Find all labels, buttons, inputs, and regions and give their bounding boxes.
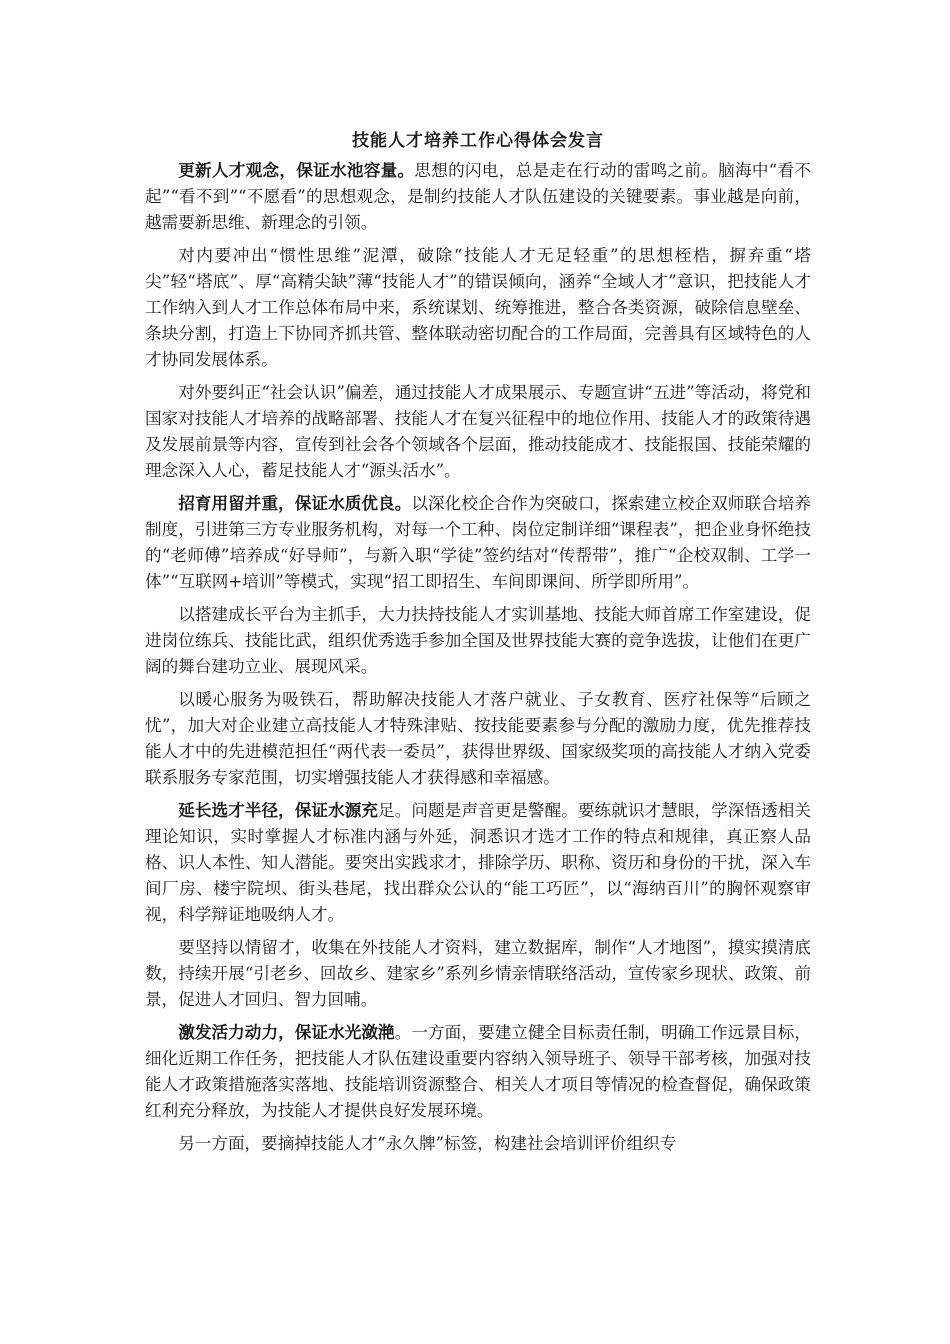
- paragraph-7-body: 足。问题是声音更是警醒。要练就识才慧眼，学深悟透相关理论知识，实时掌握人才标准内涵与外延，洞悉识才选才工作的特点和规律，真正察人品格、识人本性、知人潜能。要突出实践求才，排除学历、职称、资历和身份的干扰，深入车间厂房、楼宇院坝、街头巷尾，找出群众公认的“能工巧匠”，以“海纳百川”的胸怀观察审视，科学辩证地吸纳人才。: [145, 801, 812, 924]
- document-title: 技能人才培养工作心得体会发言: [352, 131, 604, 151]
- paragraph-2-body: 对内要冲出“惯性思维”泥潭，破除“技能人才无足轻重”的思想桎梏，摒弃重“塔尖”轻“塔底”、厚“高精尖缺”薄“技能人才”的错误倾向，涵养“全域人才”意识，把技能人才工作纳入到人才工作总体布局中来，系统谋划、统筹推进，整合各类资源，破除信息壁垒、条块分割，打造上下协同齐抓共管、整体联动密切配合的工作局面，完善具有区域特色的人才协同发展体系。: [145, 246, 811, 369]
- paragraph-6-body: 以暖心服务为吸铁石，帮助解决技能人才落户就业、子女教育、医疗社保等“后顾之忧”，加大对企业建立高技能人才特殊津贴、按技能要素参与分配的激励力度，优先推荐技能人才中的先进模范担任“两代表一委员”，获得世界级、国家级奖项的高技能人才纳入党委联系服务专家范围，切实增强技能人才获得感和幸福感。: [145, 690, 811, 787]
- paragraph-3: [145, 380, 811, 484]
- paragraph-3-body: 对外要纠正“社会认识”偏差，通过技能人才成果展示、专题宣讲“五进”等活动，将党和国家对技能人才培养的战略部署、技能人才在复兴征程中的地位作用、技能人才的政策待遇及发展前景等内容，宣传到社会各个领域各个层面，推动技能成才、技能报国、技能荣耀的理念深入人心，蓄足技能人才“源头活水”。: [145, 383, 811, 480]
- paragraph-10-body: 另一方面，要摘掉技能人才“永久牌”标签，构建社会培训评价组织专: [178, 1134, 677, 1153]
- paragraph-6: [145, 687, 811, 791]
- paragraph-7-heading: 延长选才半径，保证水源充: [178, 801, 379, 820]
- paragraph-9-heading: 激发活力动力，保证水光潋滟: [178, 1023, 395, 1042]
- paragraph-8-body: 要坚持以情留才，收集在外技能人才资料，建立数据库，制作“人才地图”，摸实摸清底数，持续开展“引老乡、回故乡、建家乡”系列乡情亲情联络活动，宣传家乡现状、政策、前景，促进人才回归、智力回哺。: [145, 938, 811, 1009]
- paragraph-5-body: 以搭建成长平台为主抓手，大力扶持技能人才实训基地、技能大师首席工作室建设，促进岗位练兵、技能比武，组织优秀选手参加全国及世界技能大赛的竞争选拔，让他们在更广阔的舞台建功立业、展现风采。: [145, 605, 811, 676]
- paragraph-4: [145, 491, 811, 595]
- paragraph-1-heading: 更新人才观念，保证水池容量。: [178, 161, 415, 180]
- paragraph-1: [145, 158, 811, 236]
- paragraph-9: [145, 1020, 811, 1124]
- paragraph-4-heading: 招育用留并重，保证水质优良。: [178, 494, 412, 513]
- paragraph-1-body: 思想的闪电，总是走在行动的雷鸣之前。脑海中“看不起”“看不到”“不愿看”的思想观念，是制约技能人才队伍建设的关键要素。事业越是向前，越需要新思维、新理念的引领。: [145, 161, 811, 232]
- paragraph-4-body: 以深化校企合作为突破口，探索建立校企双师联合培养制度，引进第三方专业服务机构，对每一个工种、岗位定制详细“课程表”，把企业身怀绝技的“老师傅”培养成“好导师”，与新入职“学徒”签约结对“传帮带”，推广“企校双制、工学一体”“互联网+培训”等模式，实现“招工即招生、车间即课间、所学即所用”。: [145, 494, 812, 591]
- paragraph-8: [145, 935, 811, 1013]
- paragraph-2: [145, 243, 811, 373]
- paragraph-7: [145, 798, 811, 928]
- paragraph-5: [145, 602, 811, 680]
- paragraph-9-body: 。一方面，要建立健全目标责任制，明确工作远景目标，细化近期工作任务，把技能人才队伍建设重要内容纳入领导班子、领导干部考核，加强对技能人才政策措施落实落地、技能培训资源整合、相关人才项目等情况的检查督促，确保政策红利充分释放，为技能人才提供良好发展环境。: [145, 1023, 812, 1120]
- paragraph-10: [145, 1131, 811, 1157]
- document-page: [145, 128, 811, 1164]
